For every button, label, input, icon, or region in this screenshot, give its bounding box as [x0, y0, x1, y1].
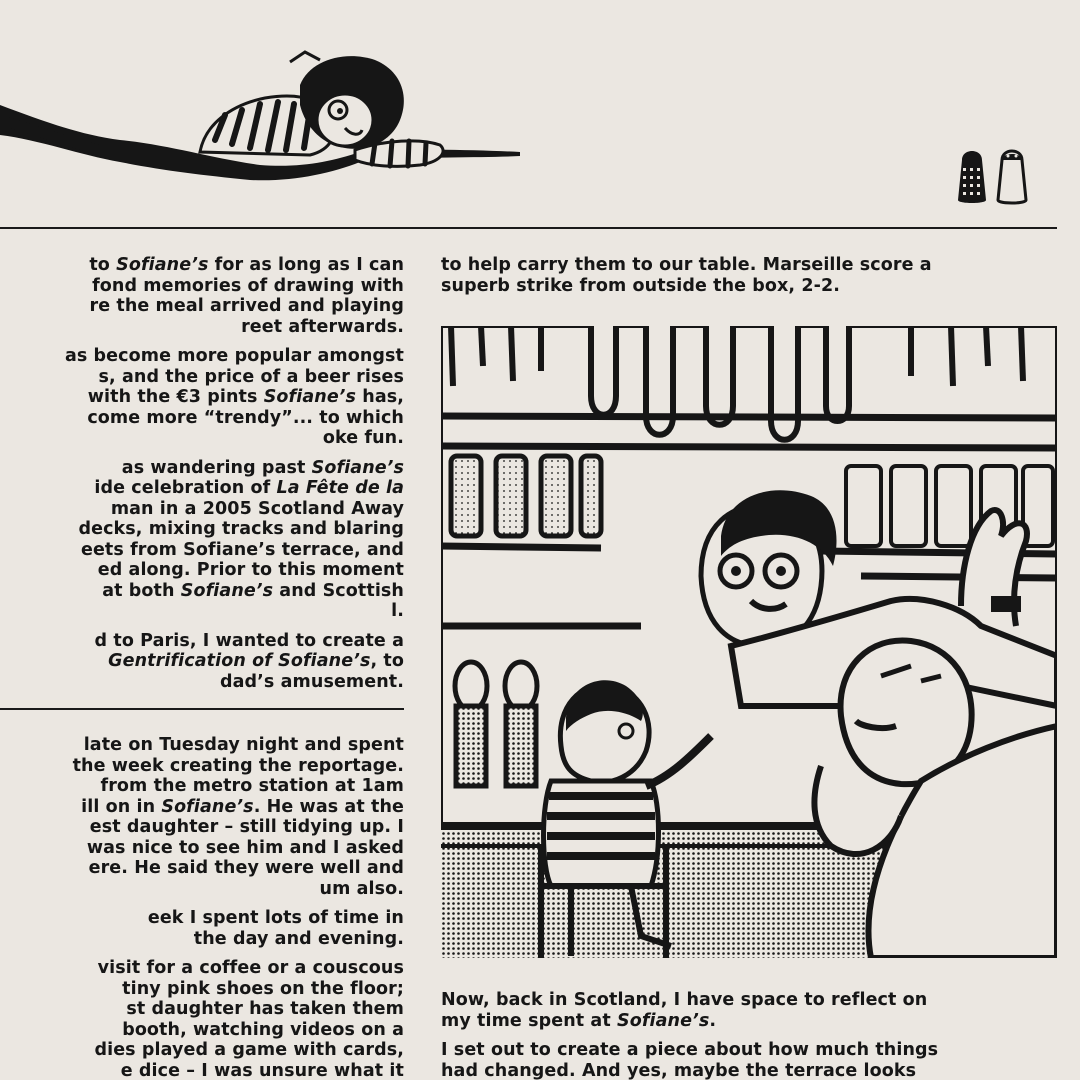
sleeping-figure-drawing	[0, 40, 540, 200]
left-paragraph-7: visit for a coffee or a couscous tiny pink shoes on the floor; st daughter has taken them booth, watching videos on a dies played a game with cards, e dice – I was unsure what it	[94, 958, 404, 1080]
bar-scene-illustration	[441, 326, 1057, 958]
left-column-lower	[0, 735, 404, 1080]
left-paragraph-5: late on Tuesday night and spent the week creating the reportage. from the metro station at 1am ill on in Sofiane’s. He was at the est daughter – still tidying up. I was nice to see him and I asked ere. He said they were well and um also.	[72, 735, 404, 899]
right-paragraph-2: Now, back in Scotland, I have space to reflect on my time spent at Sofiane’s.	[441, 990, 928, 1031]
right-paragraph-3: I set out to create a piece about how much things had changed. And yes, maybe the terrace looks	[441, 1040, 939, 1080]
salt-pepper-shakers-icon	[950, 140, 1040, 210]
top-divider	[0, 227, 1057, 229]
left-paragraph-3: as wandering past Sofiane’s ide celebration of La Fête de la man in a 2005 Scotland Away decks, mixing tracks and blaring eets from Sofiane’s terrace, and ed along. Prior to this moment at both Sofiane’s and Scottish l.	[78, 457, 404, 621]
right-paragraph-1: to help carry them to our table. Marseille score a superb strike from outside the box, 2-2.	[441, 255, 932, 296]
left-paragraph-1: to Sofiane’s for as long as I can fond memories of drawing with re the meal arrived and playing reet afterwards.	[89, 255, 404, 337]
right-column-bottom	[441, 990, 938, 1080]
left-column	[0, 255, 404, 701]
right-column-top	[441, 255, 932, 305]
left-paragraph-4: d to Paris, I wanted to create a Gentrification of Sofiane’s, to dad’s amusement.	[94, 630, 404, 692]
left-paragraph-6: eek I spent lots of time in the day and evening.	[147, 908, 404, 949]
section-divider	[0, 708, 404, 710]
left-paragraph-2: as become more popular amongst s, and the price of a beer rises with the €3 pints Sofiane’s has, come more “trendy”... to which oke fun.	[64, 346, 404, 448]
